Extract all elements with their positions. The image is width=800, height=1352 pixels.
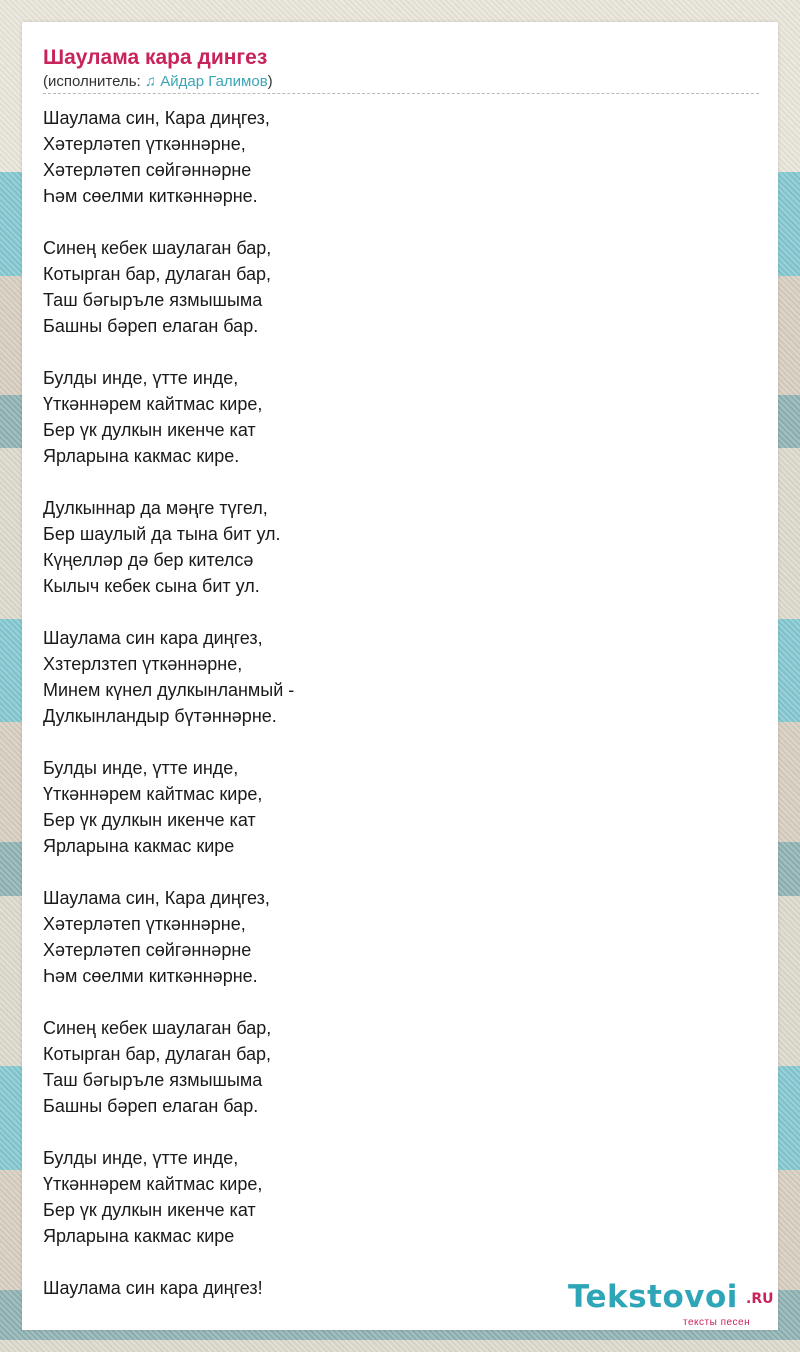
logo-domain: .RU (746, 1291, 774, 1307)
lyric-line: Дулкыннар да мәңге түгел, (43, 498, 268, 518)
lyric-line: Котырган бар, дулаган бар, (43, 1044, 271, 1064)
song-title: Шаулама кара дингез (43, 46, 268, 69)
stanza-gap (43, 989, 294, 1015)
lyric-line: Үткәннәрем кайтмас кире, (43, 394, 263, 414)
lyric-line: Кылыч кебек сына бит ул. (43, 576, 260, 596)
lyric-line: Хәтерләтеп үткәннәрне, (43, 914, 246, 934)
lyric-line: Ярларына какмас кире (43, 836, 235, 856)
logo-subtitle: тексты песен (683, 1317, 751, 1328)
lyrics-card (22, 22, 778, 1330)
lyric-line: Булды инде, үтте инде, (43, 758, 239, 778)
site-logo[interactable] (568, 1279, 778, 1329)
lyric-line: Булды инде, үтте инде, (43, 1148, 239, 1168)
artist-name: Айдар Галимов (160, 73, 268, 90)
stanza-gap (43, 859, 294, 885)
lyric-line: Шаулама син кара диңгез, (43, 628, 263, 648)
lyric-line: Таш бәгыръле язмышыма (43, 1070, 263, 1090)
lyric-line: Шаулама син кара диңгез! (43, 1278, 263, 1298)
stanza-gap (43, 339, 294, 365)
stanza-gap (43, 209, 294, 235)
lyric-line: Үткәннәрем кайтмас кире, (43, 1174, 263, 1194)
lyric-line: Башны бәреп елаган бар. (43, 316, 259, 336)
stanza-gap (43, 599, 294, 625)
lyrics-text (43, 105, 294, 1301)
lyric-line: Хәтерләтеп сөйгәннәрне (43, 940, 252, 960)
stanza-gap (43, 469, 294, 495)
lyric-line: Синең кебек шаулаган бар, (43, 1018, 272, 1038)
lyric-line: Үткәннәрем кайтмас кире, (43, 784, 263, 804)
stanza-gap (43, 729, 294, 755)
lyric-line: Күңелләр дә бер кителсә (43, 550, 254, 570)
lyric-line: Һәм сөелми киткәннәрне. (43, 966, 258, 986)
lyric-line: Шаулама син, Кара диңгез, (43, 108, 270, 128)
lyric-line: Һәм сөелми киткәннәрне. (43, 186, 258, 206)
artist-prefix: (исполнитель: (43, 73, 145, 90)
lyric-line: Котырган бар, дулаган бар, (43, 264, 271, 284)
lyric-line: Хәтерләтеп сөйгәннәрне (43, 160, 252, 180)
lyric-line: Минем күнел дулкынланмый - (43, 680, 295, 700)
artist-suffix: ) (267, 73, 273, 90)
lyric-line: Синең кебек шаулаган бар, (43, 238, 272, 258)
lyric-line: Хзтерлзтеп үткәннәрне, (43, 654, 243, 674)
stanza-gap (43, 1119, 294, 1145)
lyric-line: Бер үк дулкын икенче кат (43, 420, 256, 440)
lyric-line: Дулкынландыр бүтәннәрне. (43, 706, 277, 726)
music-note-icon: ♫ (144, 73, 157, 90)
lyric-line: Таш бәгыръле язмышыма (43, 290, 263, 310)
lyric-line: Булды инде, үтте инде, (43, 368, 239, 388)
lyric-line: Бер үк дулкын икенче кат (43, 810, 256, 830)
artist-line (43, 73, 273, 90)
header-divider (43, 93, 759, 94)
lyric-line: Бер шаулый да тына бит ул. (43, 524, 281, 544)
lyric-line: Ярларына какмас кире. (43, 446, 240, 466)
lyric-line: Шаулама син, Кара диңгез, (43, 888, 270, 908)
lyric-line: Хәтерләтеп үткәннәрне, (43, 134, 246, 154)
lyric-line: Бер үк дулкын икенче кат (43, 1200, 256, 1220)
stanza-gap (43, 1249, 294, 1275)
lyric-line: Ярларына какмас кире (43, 1226, 235, 1246)
logo-wordmark: Tekstovoi (568, 1279, 738, 1315)
lyric-line: Башны бәреп елаган бар. (43, 1096, 259, 1116)
artist-link[interactable] (145, 73, 268, 90)
